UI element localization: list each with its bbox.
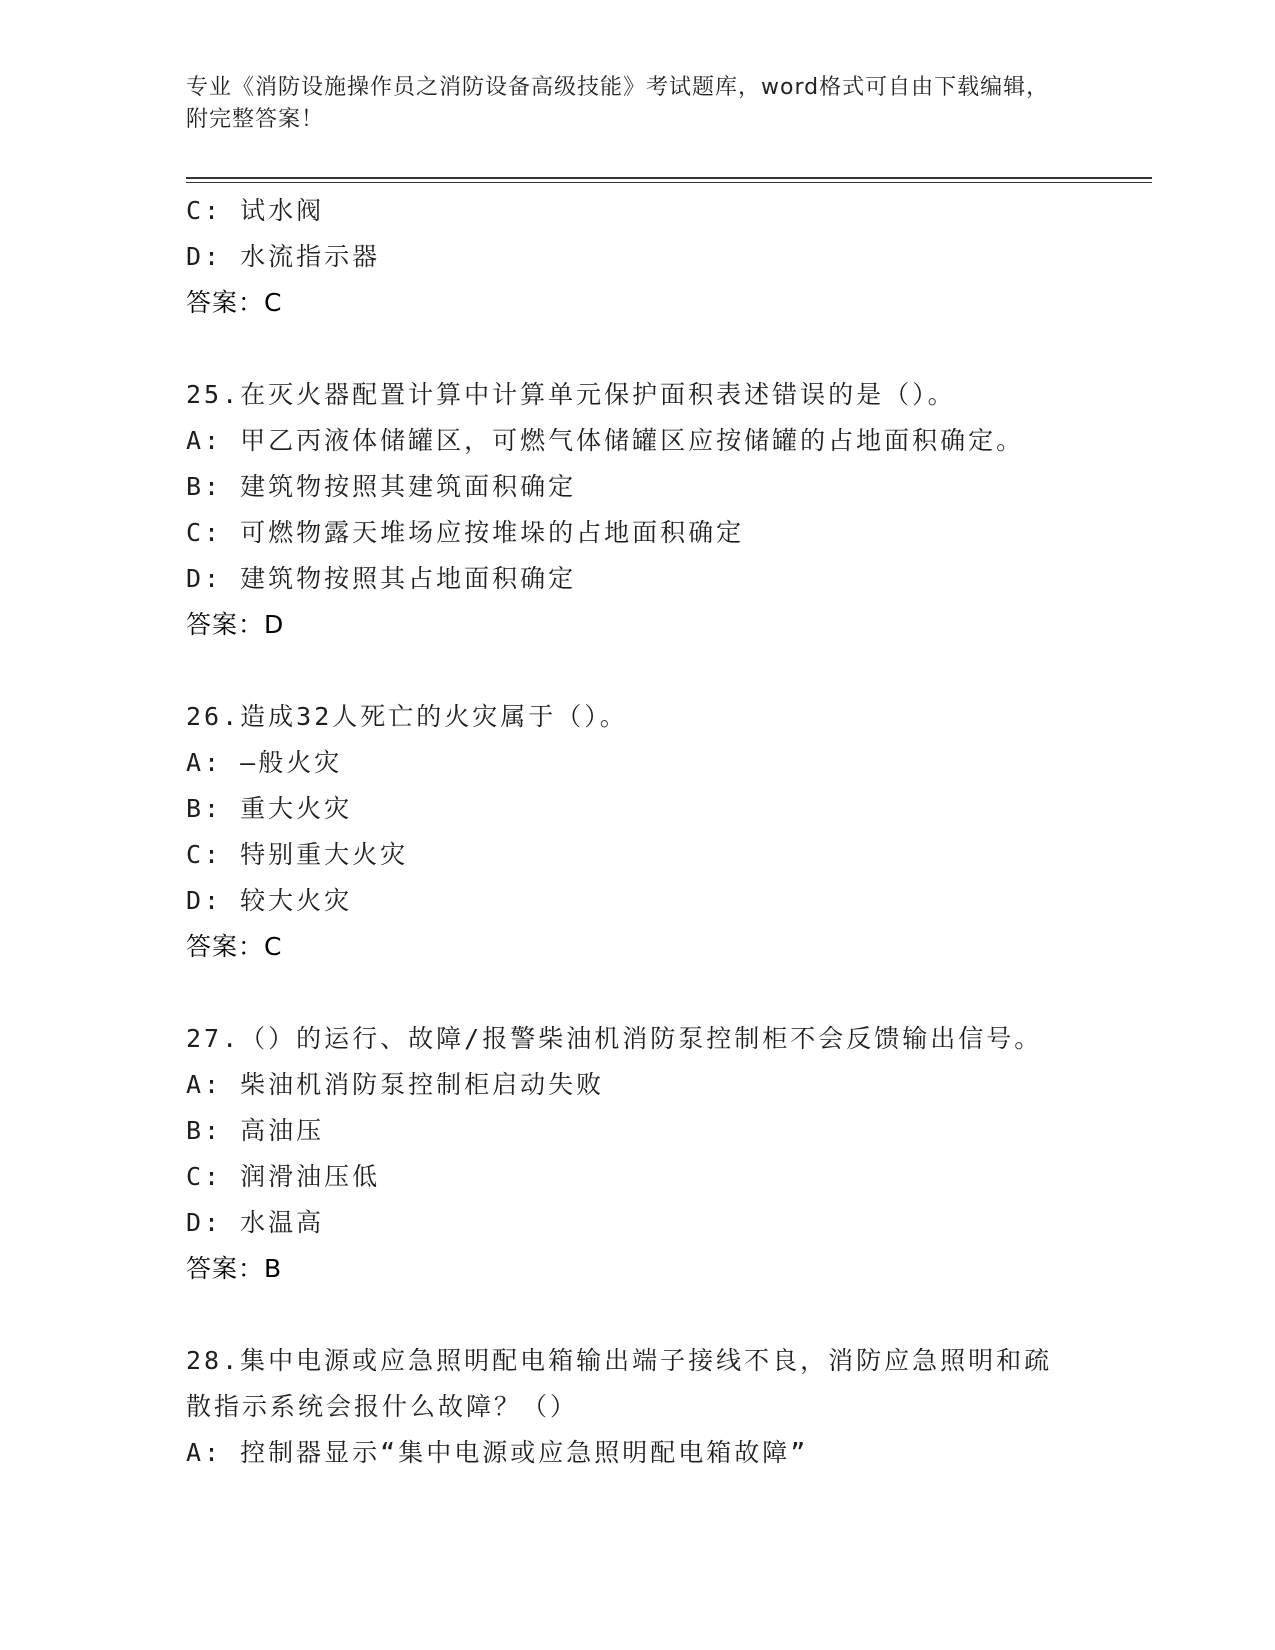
option-b: B: 高油压 xyxy=(186,1116,325,1145)
question-text: 27.（）的运行、故障/报警柴油机消防泵控制柜不会反馈输出信号。 xyxy=(186,1024,1043,1053)
question-27 xyxy=(186,1016,1086,1292)
previous-question-tail xyxy=(186,188,1086,326)
header-rule-thin xyxy=(186,182,1152,183)
question-text-line-2: 散指示系统会报什么故障？（） xyxy=(186,1392,579,1421)
document-header xyxy=(186,72,1066,136)
answer-line: 答案：C xyxy=(186,932,283,961)
question-26 xyxy=(186,694,1086,970)
header-rule-thick xyxy=(186,177,1152,179)
spacer xyxy=(186,326,1086,372)
question-text: 26.造成32人死亡的火灾属于（）。 xyxy=(186,702,628,731)
option-a: A: 甲乙丙液体储罐区，可燃气体储罐区应按储罐的占地面积确定。 xyxy=(186,426,1025,455)
option-a: A: —般火灾 xyxy=(186,748,343,777)
question-text: 25.在灭火器配置计算中计算单元保护面积表述错误的是（）。 xyxy=(186,380,956,409)
option-c: C: 特别重大火灾 xyxy=(186,840,409,869)
option-a: A: 控制器显示“集中电源或应急照明配电箱故障” xyxy=(186,1438,809,1467)
option-d: D: 建筑物按照其占地面积确定 xyxy=(186,564,577,593)
answer-line: 答案：C xyxy=(186,288,283,317)
option-b: B: 重大火灾 xyxy=(186,794,353,823)
spacer xyxy=(186,1292,1086,1338)
question-content xyxy=(186,188,1086,1476)
option-d: D: 水流指示器 xyxy=(186,242,381,271)
question-28 xyxy=(186,1338,1086,1476)
option-d: D: 水温高 xyxy=(186,1208,325,1237)
answer-line: 答案：D xyxy=(186,610,285,639)
option-c: C: 可燃物露天堆场应按堆垛的占地面积确定 xyxy=(186,518,745,547)
question-25 xyxy=(186,372,1086,648)
spacer xyxy=(186,648,1086,694)
option-c: C: 润滑油压低 xyxy=(186,1162,381,1191)
option-c: C: 试水阀 xyxy=(186,196,325,225)
question-text-line-1: 28.集中电源或应急照明配电箱输出端子接线不良，消防应急照明和疏 xyxy=(186,1346,1053,1375)
option-d: D: 较大火灾 xyxy=(186,886,353,915)
answer-line: 答案：B xyxy=(186,1254,283,1283)
spacer xyxy=(186,970,1086,1016)
option-b: B: 建筑物按照其建筑面积确定 xyxy=(186,472,577,501)
header-text: 专业《消防设施操作员之消防设备高级技能》考试题库，word格式可自由下载编辑，附完整答案！ xyxy=(186,75,1050,132)
option-a: A: 柴油机消防泵控制柜启动失败 xyxy=(186,1070,605,1099)
